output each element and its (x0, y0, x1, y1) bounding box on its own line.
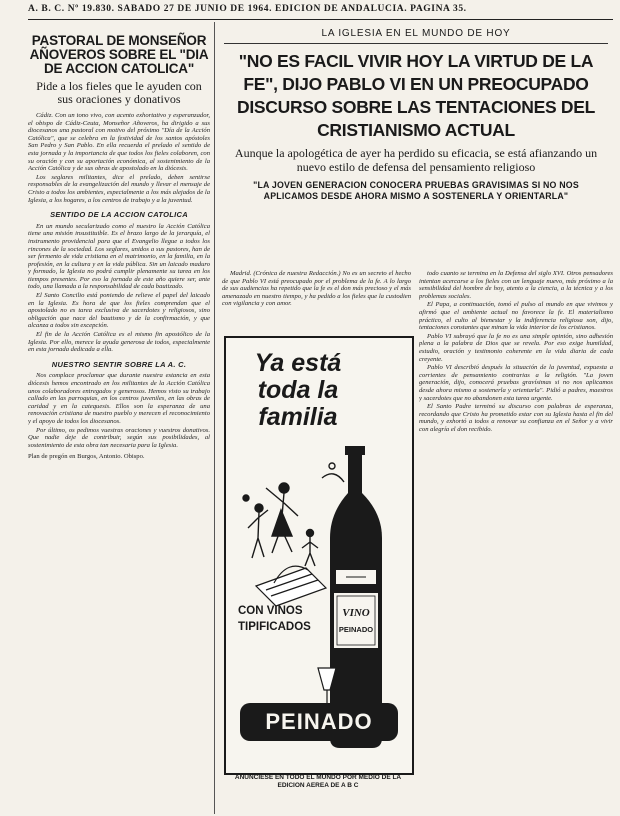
paragraph: Pablo VI describió después la situación de la juventud, expuesta a corrientes de pensamiento contrarias a la religión. "La joven generación, dijo, conocerá pruebas gravísimas si no nos aplicamos desde ahora mismo a sostenerla y orientarla". Pidió a padres, maestros y sacerdotes que no abandonen esta tarea urgente. (419, 364, 613, 402)
section-label: LA IGLESIA EN EL MUNDO DE HOY (224, 24, 608, 44)
left-article (28, 24, 210, 814)
left-subhead: SENTIDO DE LA ACCION CATOLICA (50, 210, 188, 220)
paragraph: Madrid. (Crónica de nuestra Redacción.) No es un secreto el hecho de que Pablo VI está preocupado por el problema de la fe. A lo largo de sus audiencias ha repetido que la fe es el don más precioso y el más amenazado en nuestro tiempo, y ha pedido a los fieles que la custodien con vigilancia y con amor. (222, 270, 411, 308)
left-subhead: NUESTRO SENTIR SOBRE LA A. C. (51, 359, 187, 369)
paragraph: El Santo Padre terminó su discurso con palabras de esperanza, recordando que Cristo ha prometido estar con su Iglesia hasta el fin del mundo, y exhortó a todos a renovar su confianza en el Señor y a vivir con alegría el don recibido. (419, 403, 613, 433)
wine-advertisement (224, 336, 414, 775)
svg-text:PEINADO: PEINADO (338, 625, 374, 634)
paragraph: Por último, os pedimos vuestras oraciones y vuestros donativos. Que nadie deje de contribuir, según sus posibilidades, al sostenimiento de esta obra tan necesaria para la Iglesia. (28, 426, 210, 449)
main-headline: "NO ES FACIL VIVIR HOY LA VIRTUD DE LA FE", DIJO PABLO VI EN UN PREOCUPADO DISCURSO SOBRE LAS TENTACIONES DEL CRISTIANISMO ACTUAL (237, 51, 595, 140)
kicker: "LA JOVEN GENERACION CONOCERA PRUEBAS GRAVISIMAS SI NO NOS APLICAMOS DESDE AHORA MISMO A SOSTENERLA Y ORIENTARLA" (253, 180, 579, 201)
picnic-basket-icon (256, 566, 326, 606)
paragraph: El Papa, a continuación, tomó el pulso al mundo en que vivimos y afirmó que el ambiente actual no favorece la fe. El materialismo práctico, el culto al bienestar y la indiferencia religiosa son, dijo, tentaciones constantes que minan la vida interior de los cristianos. (419, 301, 613, 332)
main-deck: Aunque la apologética de ayer ha perdido su eficacia, se está afianzando un nuevo estilo de defensa del pensamiento religioso (234, 146, 598, 174)
signature: Plan de pregón en Burgos, Antonio. Obispo. (28, 453, 145, 461)
paragraph: Cádiz. Con un tono vivo, con acento exhortativo y esperanzador, el obispo de Cádiz-Ceuta, Monseñor Añoveros, ha dirigido a sus diocesanos una pastoral con motivo del próximo "Día de la Acción Católica", que se celebra en la festividad de los santos apóstoles San Pedro y San Pablo. En ella recuerda el prelado el sentido de esta jornada y la importancia de que todos los fieles colaboren, con su oración y con su aportación económica, al sostenimiento de la Acción Católica y de sus obras de apostolado en la diócesis. (28, 112, 210, 173)
left-headline: PASTORAL DE MONSEÑOR AÑOVEROS SOBRE EL "DIA DE ACCION CATOLICA" (29, 33, 209, 76)
column-rule (214, 22, 215, 814)
ad-brand-logo: PEINADO (240, 703, 398, 741)
top-rule (28, 19, 613, 20)
left-deck: Pide a los fieles que le ayuden con sus oraciones y donativos (36, 79, 202, 106)
left-body (28, 112, 210, 461)
paragraph: todo cuanto se termina en la Defensa del siglo XVI. Otros pensadores intentan acercarse a los fieles con un lenguaje nuevo, más próximo a la sensibilidad del hombre de hoy, atento a la ciencia, a la técnica y a los problemas sociales. (419, 270, 613, 300)
ad-tagline: CON VINOS TIPIFICADOS (238, 605, 311, 633)
right-article (218, 24, 614, 814)
column-a (222, 270, 411, 330)
family-figures-icon (243, 463, 344, 566)
paragraph: El fin de la Acción Católica es el mismo fin apostólico de la Iglesia. Por ello, merece la ayuda generosa de todos, especialmente en esta jornada dedicada a ella. (28, 331, 210, 354)
paragraph: Pablo VI subrayó que la fe no es una simple opinión, sino adhesión plena a la palabra de Dios que se revela. Por eso exige humildad, estudio, oración y testimonio coherente en la vida diaria de cada creyente. (419, 332, 613, 363)
paragraph: Los seglares militantes, dice el prelado, deben sentirse responsables de la evangelización del mundo y llevar el mensaje de Cristo a todos los ambientes, especialmente a los más alejados de la Iglesia, a los hogares, a los centros de trabajo y a la juventud. (28, 173, 210, 204)
ad-slogan: Ya está toda la familia (254, 349, 342, 431)
masthead: A. B. C. Nº 19.830. SABADO 27 DE JUNIO DE 1964. EDICION DE ANDALUCIA. PAGINA 35. (28, 4, 467, 14)
column-b (419, 270, 613, 812)
paragraph: En un mundo secularizado como el nuestro la Acción Católica tiene una misión insustituible. Es el brazo largo de la jerarquía, el instrumento providencial para que el Evangelio llegue a todos los rincones de la sociedad. Los seglares, unidos a sus pastores, han de ser fermento de vida cristiana en el matrimonio, en la familia, en la profesión, en la cultura y en la vida pública. Sin un laicado maduro y formado, la Iglesia no podrá cumplir plenamente su tarea en los tiempos presentes. Por eso la jornada de este año quiere ser, ante todo, una llamada a la responsabilidad de cada bautizado. (28, 222, 210, 291)
svg-text:VINO: VINO (342, 607, 370, 619)
ad-caption: ANUNCIESE EN TODO EL MUNDO POR MEDIO DE LA EDICION AEREA DE A B C (234, 774, 402, 789)
paragraph: Nos complace proclamar que durante nuestra estancia en esta diócesis hemos encontrado en los militantes de la Acción Católica unos colaboradores entregados y generosos. Hemos visto su trabajo callado en las parroquias, en los centros juveniles, en las obras de caridad y en la catequesis. Ellos son la esperanza de una renovación cristiana de nuestro pueblo y merecen el reconocimiento y el apoyo de todos los diocesanos. (28, 372, 210, 425)
paragraph: El Santo Concilio está poniendo de relieve el papel del laicado en la Iglesia. Es hora de que los fieles comprendan que el apostolado no es tarea exclusiva de sacerdotes y religiosos, sino obligación que nace del bautismo y de la confirmación, y que alcanza a todos sin excepción. (28, 292, 210, 330)
